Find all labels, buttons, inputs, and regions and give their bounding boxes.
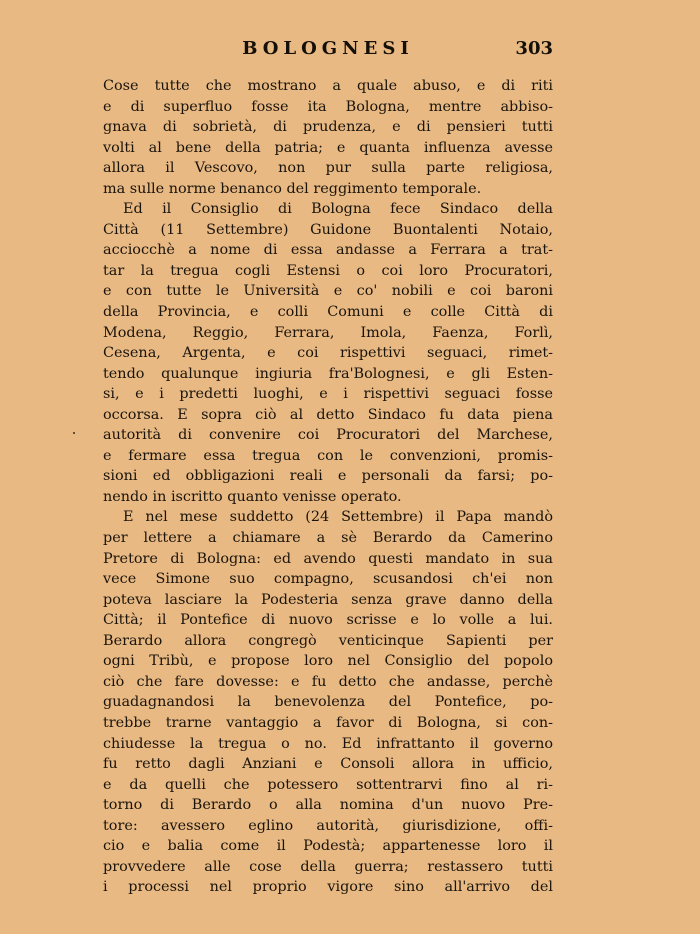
text-line: i processi nel proprio vigore sino all'arrivo del <box>103 879 553 896</box>
margin-speck-mark <box>73 432 75 434</box>
text-line: acciocchè a nome di essa andasse a Ferrara a trat- <box>103 242 553 259</box>
text-line: guadagnandosi la benevolenza del Pontefice, po- <box>103 694 553 711</box>
text-line: della Provincia, e colli Comuni e colle Città di <box>103 304 553 321</box>
text-line: Modena, Reggio, Ferrara, Imola, Faenza, Forlì, <box>103 324 553 341</box>
text-line: poteva lasciare la Podesteria senza grave danno della <box>103 591 553 608</box>
text-line: ma sulle norme benanco del reggimento temporale. <box>103 180 482 197</box>
body-text <box>103 76 553 898</box>
text-line: nendo in iscritto quanto venisse operato. <box>103 488 402 505</box>
text-line: Cesena, Argenta, e coi rispettivi seguaci, rimet- <box>103 345 553 362</box>
text-line: cio e balia come il Podestà; appartenesse loro il <box>103 838 553 855</box>
text-line: sioni ed obbligazioni reali e personali da farsi; po- <box>103 468 553 485</box>
text-line: Pretore di Bologna: ed avendo questi mandato in sua <box>103 550 553 567</box>
text-line: E nel mese suddetto (24 Settembre) il Papa mandò <box>123 509 553 526</box>
text-line: e con tutte le Università e co' nobili e coi baroni <box>103 283 553 300</box>
text-line: Cose tutte che mostrano a quale abuso, e di riti <box>103 78 553 94</box>
text-line: chiudesse la tregua o no. Ed infrattanto il governo <box>103 735 553 752</box>
text-line: torno di Berardo o alla nomina d'un nuovo Pre- <box>103 797 553 814</box>
running-title: BOLOGNESI <box>242 38 414 59</box>
text-line: volti al bene della patria; e quanta influenza avesse <box>103 139 553 156</box>
text-line: Berardo allora congregò venticinque Sapienti per <box>103 632 553 649</box>
text-line: e fermare essa tregua con le convenzioni, promis- <box>103 447 553 464</box>
text-line: Ed il Consiglio di Bologna fece Sindaco della <box>123 201 553 218</box>
page-number: 303 <box>515 38 553 59</box>
text-line: autorità di convenire coi Procuratori del Marchese, <box>103 427 553 444</box>
text-line: ciò che fare dovesse: e fu detto che andasse, perchè <box>103 673 553 690</box>
text-line: e di superfluo fosse ita Bologna, mentre abbiso- <box>103 98 553 115</box>
text-line: si, e i predetti luoghi, e i rispettivi seguaci fosse <box>103 386 553 403</box>
text-line: fu retto dagli Anziani e Consoli allora in ufficio, <box>103 756 553 773</box>
text-line: ogni Tribù, e propose loro nel Consiglio del popolo <box>103 653 553 670</box>
text-line: per lettere a chiamare a sè Berardo da Camerino <box>103 530 553 547</box>
text-line: Città; il Pontefice di nuovo scrisse e lo volle a lui. <box>103 612 553 629</box>
text-line: tendo qualunque ingiuria fra'Bolognesi, e gli Esten- <box>103 365 553 382</box>
text-line: provvedere alle cose della guerra; restassero tutti <box>103 858 553 875</box>
text-line: tore: avessero eglino autorità, giurisdizione, offi- <box>103 817 553 834</box>
text-line: Città (11 Settembre) Guidone Buontalenti Notaio, <box>103 221 553 238</box>
text-line: allora il Vescovo, non pur sulla parte religiosa, <box>103 160 553 177</box>
running-head <box>103 38 553 66</box>
text-line: occorsa. E sopra ciò al detto Sindaco fu data piena <box>103 406 553 423</box>
text-line: tar la tregua cogli Estensi o coi loro Procuratori, <box>103 262 553 279</box>
text-line: gnava di sobrietà, di prudenza, e di pensieri tutti <box>103 119 553 136</box>
text-line: e da quelli che potessero sottentrarvi fino al ri- <box>103 776 553 793</box>
text-line: vece Simone suo compagno, scusandosi ch'ei non <box>103 571 553 588</box>
text-line: trebbe trarne vantaggio a favor di Bologna, si con- <box>103 714 553 731</box>
